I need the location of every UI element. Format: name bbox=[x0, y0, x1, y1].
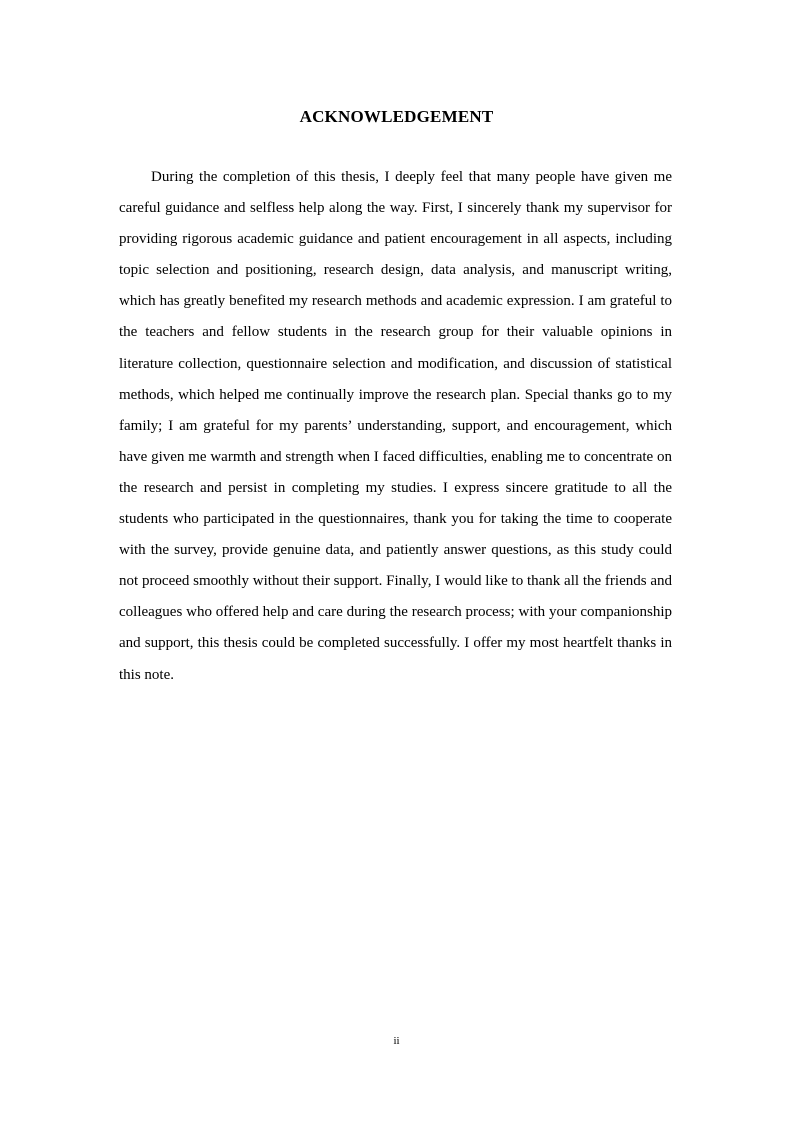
page-number: ii bbox=[393, 1035, 400, 1047]
acknowledgement-paragraph: During the completion of this thesis, I deeply feel that many people have given me careful guidance and selfless help along the way. First, I sincerely thank my supervisor for providing rigorous academic guidance and patient encouragement in all aspects, including topic selection and positioning, research design, data analysis, and manuscript writing, which has greatly benefited my research methods and academic expression. I am grateful to the teachers and fellow students in the research group for their valuable opinions in literature collection, questionnaire selection and modification, and discussion of statistical methods, which helped me continually improve the research plan. Special thanks go to my family; I am grateful for my parents’ understanding, support, and encouragement, which have given me warmth and strength when I faced difficulties, enabling me to concentrate on the research and persist in completing my studies. I express sincere gratitude to all the students who participated in the questionnaires, thank you for taking the time to cooperate with the survey, provide genuine data, and patiently answer questions, as this study could not proceed smoothly without their support. Finally, I would like to thank all the friends and colleagues who offered help and care during the research process; with your companionship and support, this thesis could be completed successfully. I offer my most heartfelt thanks in this note. bbox=[119, 169, 672, 683]
page-title: ACKNOWLEDGEMENT bbox=[299, 107, 494, 126]
